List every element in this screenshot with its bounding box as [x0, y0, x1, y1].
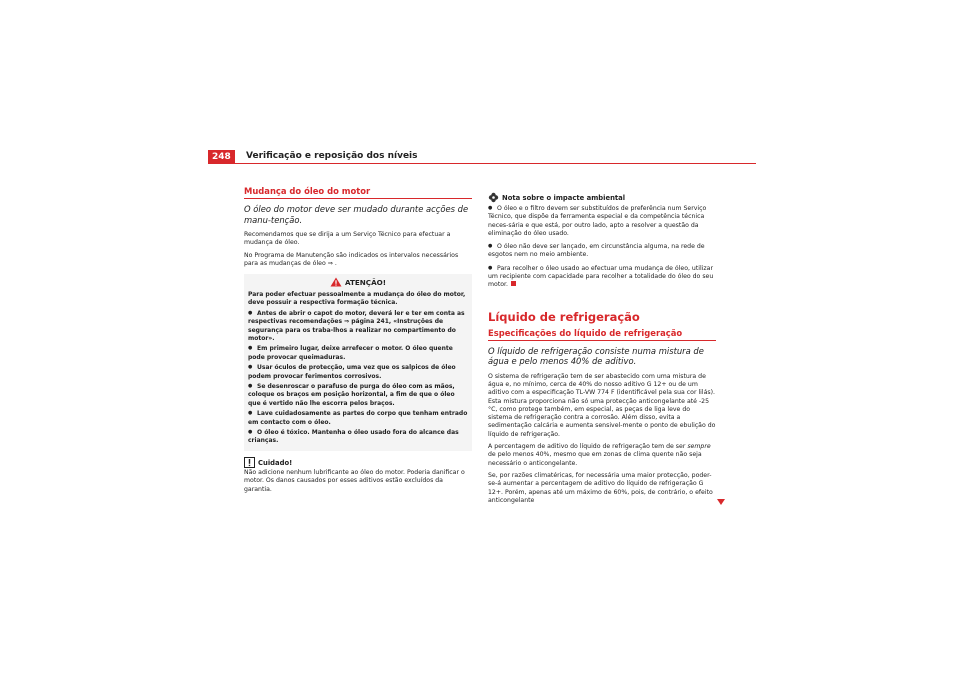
- environment-note-title: Nota sobre o impacte ambiental: [502, 194, 626, 202]
- environment-item-text: Para recolher o óleo usado ao efectuar uma mudança de óleo, utilizar um recipiente com capacidade para recolher a totalidade do óleo do seu motor.: [488, 264, 714, 289]
- chapter-title-coolant: Líquido de refrigeração: [488, 309, 640, 324]
- paragraph: O sistema de refrigeração tem de ser abastecido com uma mistura de água e, no mínimo, cerca de 40% do nosso aditivo G 12+ ou de um aditivo com a especificação TL-VW 774 F (identificável pela sua cor lilás). Esta mistura proporciona não só uma protecção anticongelante até -25 °C, como protege também, em especial, as peças de liga leve do sistema de refrigeração contra a corrosão. Além disso, evita a sedimentação calcária e aumenta sensivel-mente o ponto de ebulição do líquido de refrigeração.: [488, 372, 716, 438]
- paragraph-text: A percentagem de aditivo do líquido de refrigeração tem de ser: [488, 443, 688, 451]
- warning-item: ● Antes de abrir o capot do motor, deverá ler e ter em conta as respectivas recomendações ⇒ página 241, «Instruções de segurança para os traba-lhos a realizar no compartimento do motor».: [248, 309, 468, 343]
- left-column: [244, 186, 472, 498]
- warning-box: [244, 274, 472, 451]
- paragraph: Recomendamos que se dirija a um Serviço Técnico para efectuar a mudança de óleo.: [244, 231, 451, 247]
- warning-intro: Para poder efectuar pessoalmente a mudança do óleo do motor, deve possuir a respectiva formação técnica.: [248, 291, 466, 307]
- paragraph: [488, 443, 716, 468]
- warning-item: ● Usar óculos de protecção, uma vez que os salpicos de óleo podem provocar ferimentos corrosivos.: [248, 363, 468, 380]
- caution-heading: [244, 457, 472, 469]
- section-subtitle: O óleo do motor deve ser mudado durante acções de manu-tenção.: [244, 204, 469, 225]
- caution-text: Não adicione nenhum lubrificante ao óleo do motor. Poderia danificar o motor. Os danos causados por esses aditivos estão excluídos da garantia.: [244, 469, 465, 493]
- paragraph-text: de pelo menos 40%, mesmo que em zonas de clima quente não seja necessário o anticongelante.: [488, 451, 702, 467]
- environment-flower-icon: [488, 192, 499, 203]
- warning-item: ● Lave cuidadosamente as partes do corpo que tenham entrado em contacto com o óleo.: [248, 409, 468, 426]
- right-column: [488, 192, 716, 509]
- warning-item: ● Em primeiro lugar, deixe arrefecer o motor. O óleo quente pode provocar queimaduras.: [248, 344, 468, 361]
- emphasis-text: sempre: [687, 443, 711, 451]
- running-title: Verificação e reposição dos níveis: [246, 151, 418, 161]
- caution-exclamation-icon: [244, 457, 255, 468]
- paragraph: Se, por razões climatéricas, for necessária uma maior protecção, poder-se-á aumentar a percentagem de aditivo do líquido de refrigeração G 12+. Porém, apenas até um máximo de 60%, pois, de contrário, o efeito anticongelante: [488, 471, 713, 504]
- header-rule: [208, 163, 756, 164]
- paragraph: No Programa de Manutenção são indicados os intervalos necessários para as mudanças de óleo ⇒ .: [244, 251, 459, 267]
- end-of-section-mark: [511, 281, 516, 286]
- warning-heading: [248, 277, 468, 288]
- environment-item: ● O óleo não deve ser lançado, em circunstância alguma, na rede de esgotos nem no meio ambiente.: [488, 242, 716, 260]
- environment-note-heading: [488, 192, 716, 204]
- caution-title: Cuidado!: [258, 459, 293, 468]
- warning-item: ● Se desenroscar o parafuso de purga do óleo com as mãos, coloque os braços em posição horizontal, a fim de que o óleo que é vertido não lhe escorra pelos braços.: [248, 382, 468, 408]
- page-number: 248: [208, 150, 235, 164]
- warning-title: ATENÇÃO!: [344, 278, 387, 288]
- section-title-coolant-spec: Especificações do líquido de refrigeração: [488, 328, 716, 341]
- environment-item: ● O óleo e o filtro devem ser substituídos de preferência num Serviço Técnico, que dispõe da ferramenta especial e da competência técnica neces-sária e que está, por outro lado, apto a resolver a questão da eliminação do óleo usado.: [488, 204, 716, 238]
- continue-arrow-icon: [716, 497, 726, 507]
- section-subtitle: O líquido de refrigeração consiste numa mistura de água e pelo menos 40% de aditivo.: [488, 345, 704, 367]
- section-title-oil-change: Mudança do óleo do motor: [244, 186, 472, 199]
- warning-triangle-icon: [330, 277, 342, 287]
- warning-item: ● O óleo é tóxico. Mantenha o óleo usado fora do alcance das crianças.: [248, 428, 468, 445]
- environment-item: [488, 264, 716, 290]
